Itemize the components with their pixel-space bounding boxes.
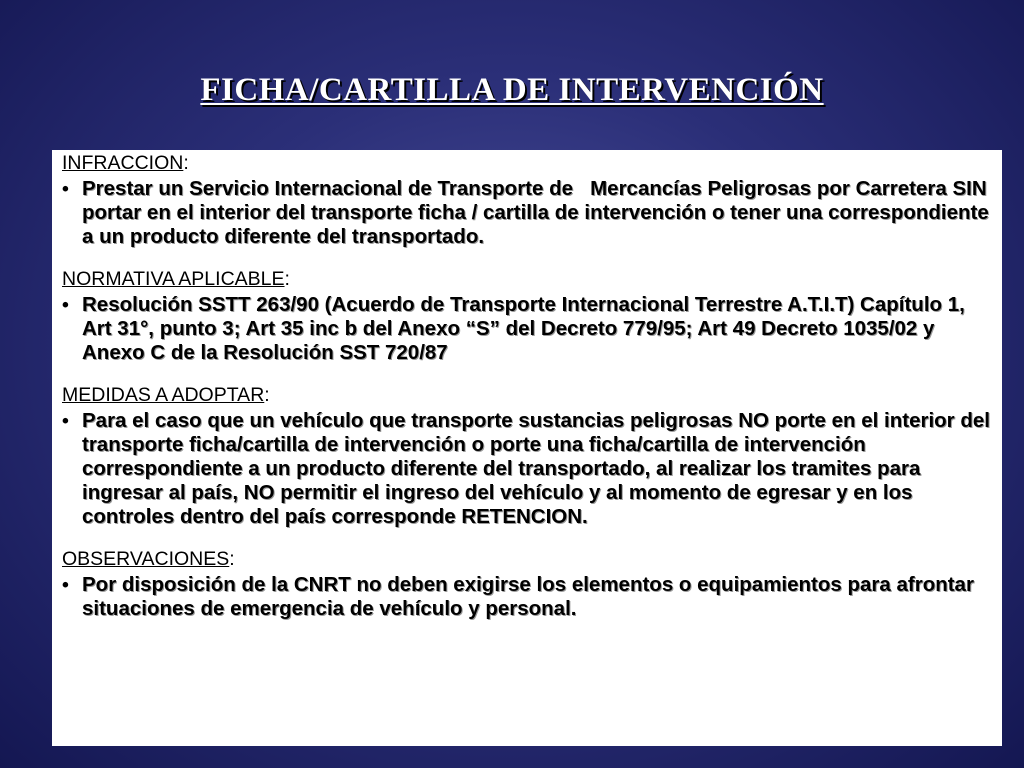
section-heading-text: OBSERVACIONES [62,548,230,570]
section-heading-text: NORMATIVA APLICABLE [62,268,285,290]
slide-title: FICHA/CARTILLA DE INTERVENCIÓN [200,72,824,108]
section-spacer [62,365,994,383]
bullet-item [62,293,994,365]
section-medidas [62,383,994,529]
section-spacer [62,529,994,547]
bullet-item [62,573,994,621]
bullet-item [62,409,994,529]
section-heading: NORMATIVA APLICABLE: [62,268,290,290]
bullet-icon: • [62,294,69,316]
bullet-text: Resolución SSTT 263/90 (Acuerdo de Transporte Internacional Terrestre A.T.I.T) Capítulo 1, Art 31°, punto 3; Art 35 inc b del Anexo “S” del Decreto 779/95; Art 49 Decreto 1035/02 y Anexo C de la Resolución SST 720/87 [82,293,965,364]
bullet-icon: • [62,574,69,596]
bullet-item [62,177,994,249]
section-heading: MEDIDAS A ADOPTAR: [62,384,270,406]
bullet-text: Prestar un Servicio Internacional de Transporte de Mercancías Peligrosas por Carretera SIN portar en el interior del transporte ficha / cartilla de intervención o tener una correspondiente a un producto diferente del transportado. [82,177,995,248]
section-observaciones [62,547,994,621]
section-heading: INFRACCION: [62,152,189,174]
section-heading-text: INFRACCION [62,152,184,174]
section-heading: OBSERVACIONES: [62,548,235,570]
bullet-text: Para el caso que un vehículo que transporte sustancias peligrosas NO porte en el interior del transporte ficha/cartilla de intervención o porte una ficha/cartilla de intervención correspondiente a un producto diferente del transportado, al realizar los tramites para ingresar al país, NO permitir el ingreso del vehículo y al momento de egresar y en los controles dentro del país corresponde RETENCION. [82,409,990,528]
section-infraccion [62,151,994,249]
section-normativa [62,267,994,365]
bullet-icon: • [62,178,69,200]
content-panel [52,150,1002,746]
section-heading-text: MEDIDAS A ADOPTAR [62,384,265,406]
bullet-icon: • [62,410,69,432]
section-spacer [62,249,994,267]
bullet-text: Por disposición de la CNRT no deben exigirse los elementos o equipamientos para afrontar situaciones de emergencia de vehículo y personal. [82,573,974,620]
